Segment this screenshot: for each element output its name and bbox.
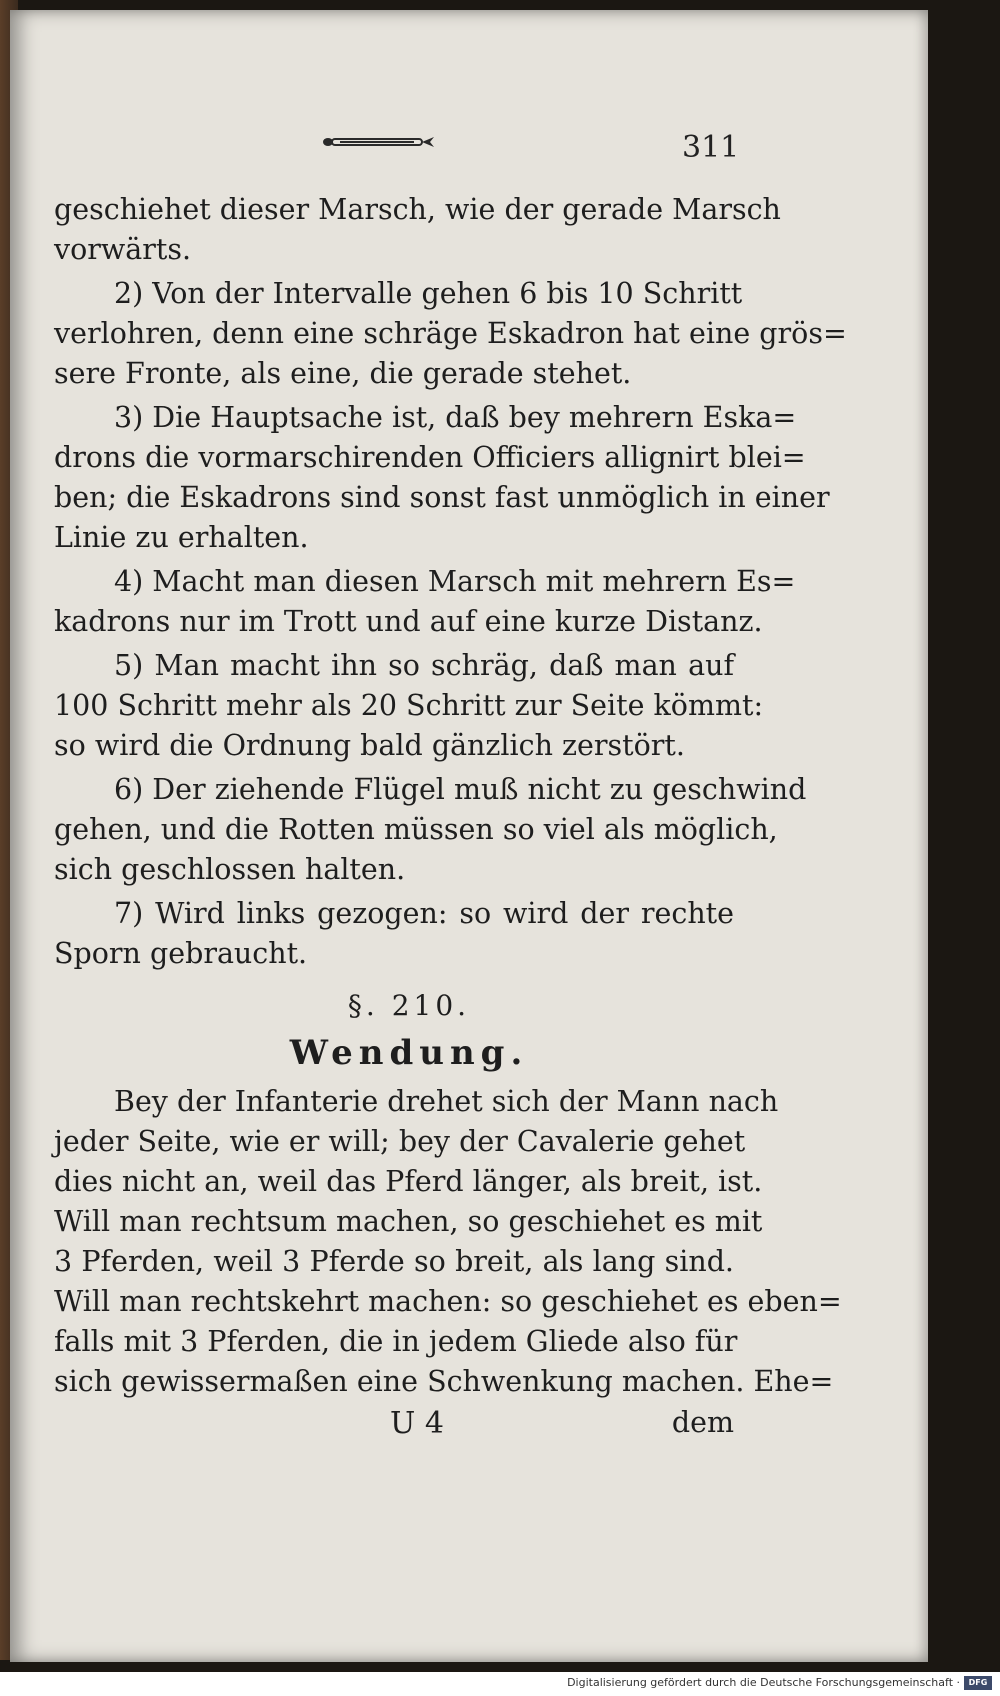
text-line: Linie zu erhalten. — [54, 521, 309, 554]
section-number: §. 210. — [347, 989, 471, 1022]
text-line: verlohren, denn eine schräge Eskadron hat eine grös= — [54, 317, 847, 350]
text-line: 2) Von der Intervalle gehen 6 bis 10 Schritt — [114, 277, 743, 310]
text-line: geschiehet dieser Marsch, wie der gerade Marsch — [54, 193, 781, 226]
signature-mark: U 4 — [390, 1406, 444, 1441]
section-paragraph — [54, 1082, 842, 1402]
digitization-footer — [0, 1672, 1000, 1696]
text-line: 100 Schritt mehr als 20 Schritt zur Seite kömmt: — [54, 689, 764, 722]
text-line: jeder Seite, wie er will; bey der Cavalerie gehet — [54, 1125, 746, 1158]
text-line: 4) Macht man diesen Marsch mit mehrern Es= — [114, 565, 796, 598]
text-line: 7) Wird links gezogen: so wird der rechte — [114, 897, 734, 930]
text-line: gehen, und die Rotten müssen so viel als möglich, — [54, 813, 778, 846]
digitization-notice: Digitalisierung gefördert durch die Deutsche Forschungsgemeinschaft · — [567, 1676, 960, 1689]
text-line: Sporn gebraucht. — [54, 937, 308, 970]
paragraph-1 — [54, 190, 781, 270]
book-page — [10, 10, 928, 1662]
text-line: 3 Pferden, weil 3 Pferde so breit, als lang sind. — [54, 1245, 734, 1278]
text-line: Bey der Infanterie drehet sich der Mann nach — [114, 1085, 779, 1118]
paragraph-3 — [54, 398, 830, 558]
text-line: sere Fronte, als eine, die gerade stehet. — [54, 357, 632, 390]
text-line: 3) Die Hauptsache ist, daß bey mehrern Eska= — [114, 401, 797, 434]
text-line: ben; die Eskadrons sind sonst fast unmöglich in einer — [54, 481, 830, 514]
dfg-logo-icon: DFG — [964, 1676, 992, 1690]
text-line: kadrons nur im Trott und auf eine kurze Distanz. — [54, 605, 763, 638]
text-line: sich gewissermaßen eine Schwenkung machen. Ehe= — [54, 1365, 834, 1398]
paragraph-5 — [54, 646, 764, 766]
paragraph-7 — [54, 894, 734, 974]
text-line: Will man rechtskehrt machen: so geschiehet es eben= — [54, 1285, 842, 1318]
body-text — [54, 186, 847, 1446]
ornament-rule-icon — [320, 132, 440, 152]
text-line: so wird die Ordnung bald gänzlich zerstört. — [54, 729, 685, 762]
paragraph-4 — [54, 562, 796, 642]
text-line: 6) Der ziehende Flügel muß nicht zu geschwind — [114, 773, 807, 806]
catchword: dem — [671, 1406, 734, 1439]
text-line: sich geschlossen halten. — [54, 853, 406, 886]
text-line: 5) Man macht ihn so schräg, daß man auf — [114, 649, 734, 682]
section-title: Wendung. — [289, 1033, 529, 1073]
text-line: dies nicht an, weil das Pferd länger, als breit, ist. — [54, 1165, 763, 1198]
text-line: vorwärts. — [54, 233, 192, 266]
text-line: drons die vormarschirenden Officiers allignirt blei= — [54, 441, 806, 474]
paragraph-6 — [54, 770, 807, 890]
text-line: Will man rechtsum machen, so geschiehet es mit — [54, 1205, 763, 1238]
page-footer — [54, 1406, 734, 1446]
text-line: falls mit 3 Pferden, die in jedem Gliede also für — [54, 1325, 738, 1358]
paragraph-2 — [54, 274, 847, 394]
page-number: 311 — [682, 130, 740, 165]
